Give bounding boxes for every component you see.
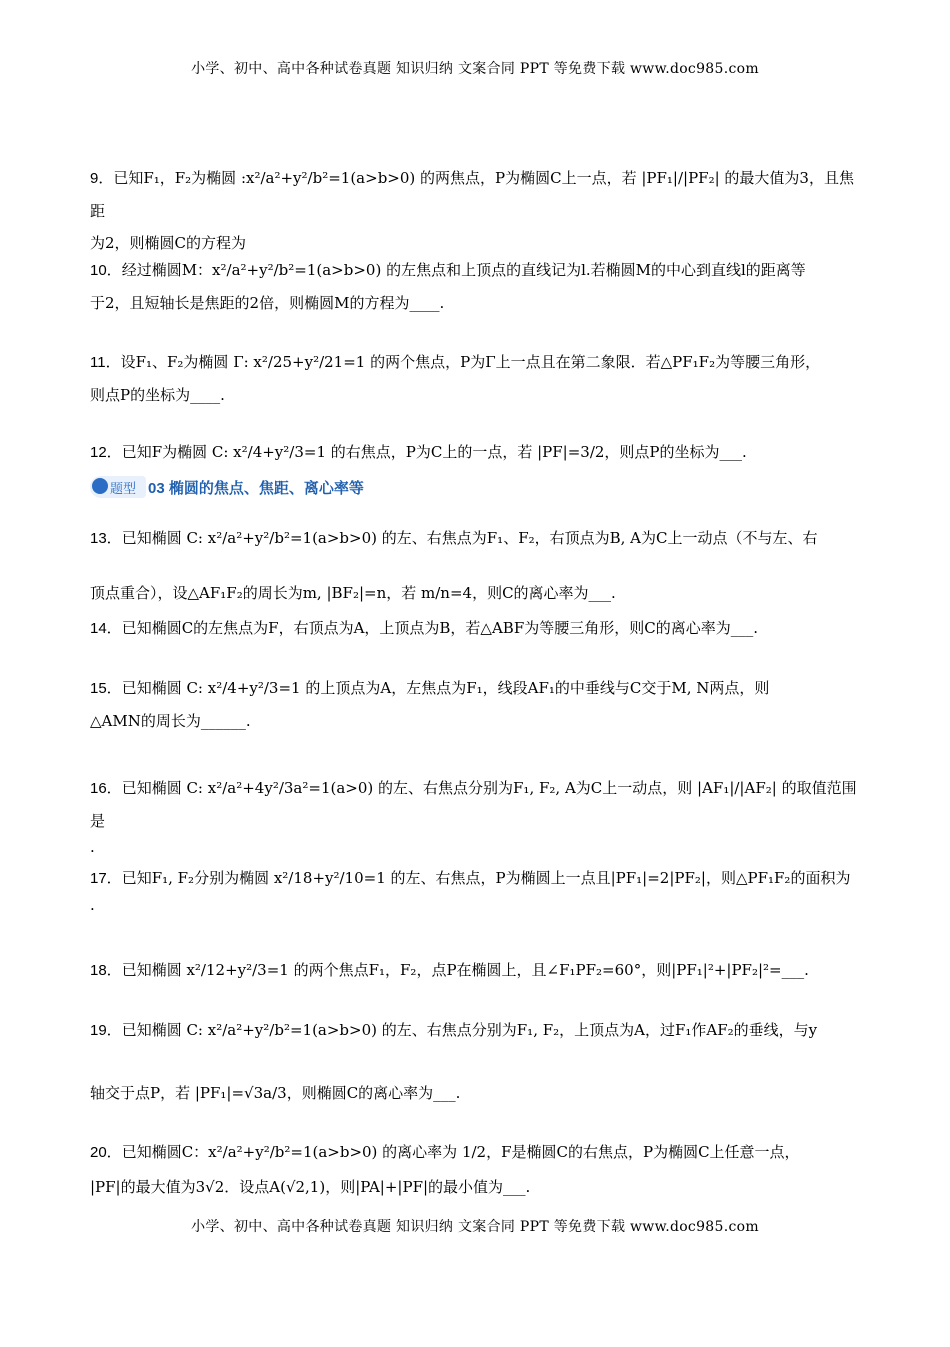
question-number: 20． (90, 1144, 122, 1161)
question-15 (90, 672, 860, 737)
question-number: 16． (90, 780, 122, 797)
question-text: 已知椭圆 x²/12+y²/3=1 的两个焦点F₁，F₂，点P在椭圆上，且∠F₁PF₂=60°，则|PF₁|²+|PF₂|²=___. (121, 961, 809, 979)
question-number: 19． (90, 1022, 122, 1039)
question-number: 9． (90, 170, 114, 187)
bullet-icon (92, 478, 108, 494)
section-badge-label: 题型 (110, 481, 137, 496)
question-14 (90, 612, 860, 645)
question-text-cont: 于2，且短轴长是焦距的2倍，则椭圆M的方程为____. (90, 294, 445, 312)
question-text-cont: . (90, 896, 95, 914)
question-text: 已知椭圆 C: x²/a²+y²/b²=1(a>b>0) 的左、右焦点分别为F₁, F₂，上顶点为A，过F₁作AF₂的垂线，与y (121, 1021, 818, 1039)
question-text-cont: . (90, 838, 95, 856)
question-13 (90, 522, 860, 609)
question-text: 已知椭圆C的左焦点为F，右顶点为A，上顶点为B，若△ABF为等腰三角形，则C的离心率为___. (121, 619, 758, 637)
question-19 (90, 1014, 860, 1109)
page-footer: 小学、初中、高中各种试卷真题 知识归纳 文案合同 PPT 等免费下载 www.doc985.com (191, 1219, 759, 1235)
question-text: 经过椭圆M：x²/a²+y²/b²=1(a>b>0) 的左焦点和上顶点的直线记为l.若椭圆M的中心到直线l的距离等 (121, 261, 806, 279)
question-text: 已知F₁，F₂为椭圆 :x²/a²+y²/b²=1(a>b>0) 的两焦点，P为椭圆C上一点，若 |PF₁|/|PF₂| 的最大值为3，且焦距 (90, 169, 854, 220)
question-12 (90, 436, 860, 469)
section-badge (90, 476, 146, 498)
question-text: 已知F₁, F₂分别为椭圆 x²/18+y²/10=1 的左、右焦点，P为椭圆上一点且|PF₁|=2|PF₂|，则△PF₁F₂的面积为 (121, 869, 851, 887)
section-title: 03 椭圆的焦点、焦距、离心率等 (148, 480, 364, 497)
question-number: 14． (90, 620, 122, 637)
question-number: 15． (90, 680, 122, 697)
question-11 (90, 346, 860, 411)
question-text-cont: |PF|的最大值为3√2．设点A(√2,1)，则|PA|+|PF|的最小值为___. (90, 1178, 531, 1196)
question-text-cont: 轴交于点P，若 |PF₁|=√3a/3，则椭圆C的离心率为___. (90, 1084, 461, 1102)
question-text: 已知椭圆C：x²/a²+y²/b²=1(a>b>0) 的离心率为 1/2，F是椭圆C的右焦点，P为椭圆C上任意一点， (121, 1143, 800, 1161)
question-text: 已知椭圆 C: x²/a²+y²/b²=1(a>b>0) 的左、右焦点为F₁、F₂，右顶点为B, A为C上一动点（不与左、右 (121, 529, 818, 547)
question-text: 已知F为椭圆 C: x²/4+y²/3=1 的右焦点，P为C上的一点，若 |PF|=3/2，则点P的坐标为___. (121, 443, 747, 461)
question-number: 10． (90, 262, 122, 279)
question-9 (90, 162, 860, 259)
question-text: 已知椭圆 C: x²/a²+4y²/3a²=1(a>0) 的左、右焦点分别为F₁, F₂, A为C上一动点，则 |AF₁|/|AF₂| 的取值范围是 (90, 779, 857, 830)
question-20 (90, 1136, 860, 1203)
question-text-cont: △AMN的周长为______. (90, 712, 251, 730)
page-header: 小学、初中、高中各种试卷真题 知识归纳 文案合同 PPT 等免费下载 www.doc985.com (191, 61, 759, 77)
question-number: 12． (90, 444, 122, 461)
question-18 (90, 954, 860, 987)
question-text-cont: 则点P的坐标为____. (90, 386, 225, 404)
question-17 (90, 862, 860, 915)
question-10 (90, 254, 860, 319)
question-text: 已知椭圆 C: x²/4+y²/3=1 的上顶点为A，左焦点为F₁，线段AF₁的中垂线与C交于M, N两点，则 (121, 679, 770, 697)
question-text-cont: 顶点重合），设△AF₁F₂的周长为m, |BF₂|=n，若 m/n=4，则C的离心率为___. (90, 584, 616, 602)
question-16 (90, 772, 860, 857)
question-number: 18． (90, 962, 122, 979)
question-number: 11． (90, 354, 121, 371)
question-text: 设F₁、F₂为椭圆 Γ: x²/25+y²/21=1 的两个焦点，P为Γ上一点且在第二象限．若△PF₁F₂为等腰三角形， (120, 353, 821, 371)
question-number: 13． (90, 530, 122, 547)
question-text-cont: 为2，则椭圆C的方程为 (90, 234, 247, 252)
question-number: 17． (90, 870, 122, 887)
